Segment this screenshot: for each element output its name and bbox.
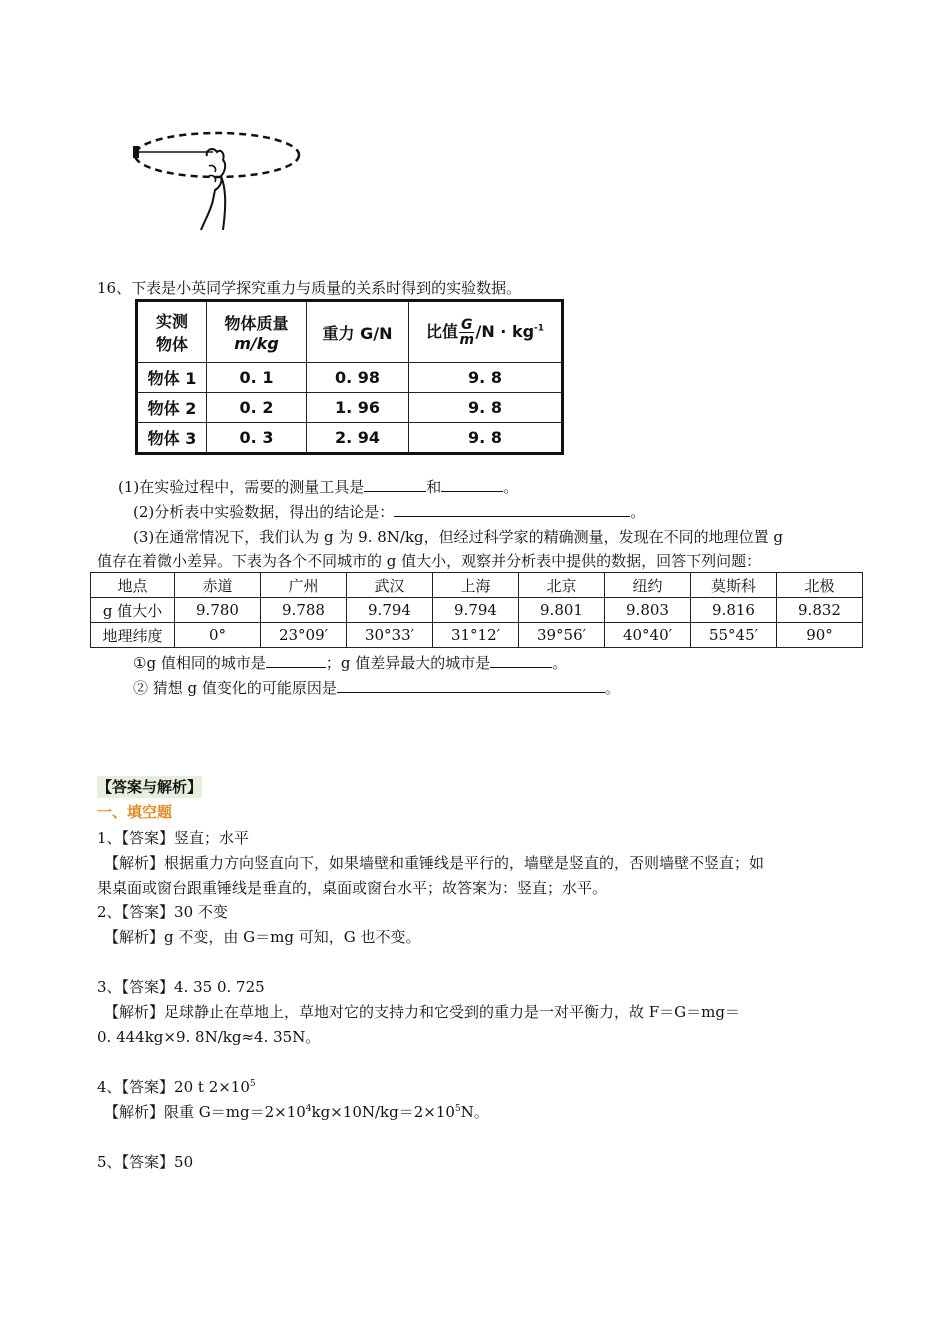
answer-blank[interactable] [266,653,326,668]
answer-3: 3、【答案】4. 35 0. 725 [97,978,265,996]
q16-sub3-line1: (3)在通常情况下，我们认为 g 为 9. 8N/kg，但经过科学家的精确测量，发现在不同的地理位置 g [133,528,784,546]
answer-4: 4、【答案】20 t $2\times 10^5$ [97,1078,256,1096]
section-fill-blank: 一、填空题 [97,803,173,821]
city-g-table [90,572,863,648]
answers-heading: 【答案与解析】 [97,778,203,796]
table-row: 物体 3 0. 3 2. 94 9. 8 [137,423,563,454]
answer-blank[interactable] [394,502,630,517]
q16-stem: 16、下表是小英同学探究重力与质量的关系时得到的实验数据。 [97,279,522,297]
explanation-4: 【解析】限重 $G=mg=2\times 10^4kg\times 10N/kg=2\times 10^5N$。 [104,1103,489,1121]
table-row: 地理纬度 0° 23°09′ 30°33′ 31°12′ 39°56′ 40°40′ 55°45′ 90° [91,623,863,648]
explanation-1-line1: 【解析】根据重力方向竖直向下，如果墙壁和重锤线是平行的，墙壁是竖直的，否则墙壁不竖直；如 [104,854,765,872]
table-row: 地点 赤道 广州 武汉 上海 北京 纽约 莫斯科 北极 [91,573,863,598]
answer-5: 5、【答案】50 [97,1153,194,1171]
q16-question-b: ② 猜想 g 值变化的可能原因是 。 [133,679,620,697]
q16-sub1: (1)在实验过程中，需要的测量工具是 和 。 [118,478,519,496]
answer-1: 1、【答案】竖直；水平 [97,829,250,847]
table-row: 物体 1 0. 1 0. 98 9. 8 [137,363,563,393]
header-weight: 重力 G/N [307,301,409,363]
header-object: 实测 物体 [137,301,207,363]
answer-blank[interactable] [441,477,503,492]
answer-blank[interactable] [337,678,605,693]
explanation-1-line2: 果桌面或窗台跟重锤线是垂直的，桌面或窗台水平；故答案为：竖直；水平。 [97,879,608,897]
answer-blank[interactable] [490,653,552,668]
swinging-object-figure [125,130,310,240]
explanation-3-line1: 【解析】足球静止在草地上，草地对它的支持力和它受到的重力是一对平衡力，故 F＝G＝mg＝ [104,1003,740,1021]
header-mass: 物体质量 m/kg [207,301,307,363]
explanation-3-line2: 0. 444kg×9. 8N/kg≈4. 35N。 [97,1028,321,1046]
q16-sub2: (2)分析表中实验数据，得出的结论是： 。 [133,503,646,521]
q16-sub3-line2: 值存在着微小差异。下表为各个不同城市的 g 值大小，观察并分析表中提供的数据，回答下列问题： [97,552,762,570]
table-row: g 值大小 9.780 9.788 9.794 9.794 9.801 9.803 9.816 9.832 [91,598,863,623]
header-ratio: 比值 $\frac{G}{m}$ $/N \cdot kg^{-1}$ [409,301,563,363]
q16-question-a: ①g 值相同的城市是 ；g 值差异最大的城市是 。 [133,654,568,672]
answer-blank[interactable] [364,477,426,492]
answer-2: 2、【答案】30 不变 [97,903,228,921]
mass-weight-table [135,299,564,455]
explanation-2: 【解析】g 不变，由 G＝mg 可知，G 也不变。 [104,928,421,946]
table-row: 物体 2 0. 2 1. 96 9. 8 [137,393,563,423]
